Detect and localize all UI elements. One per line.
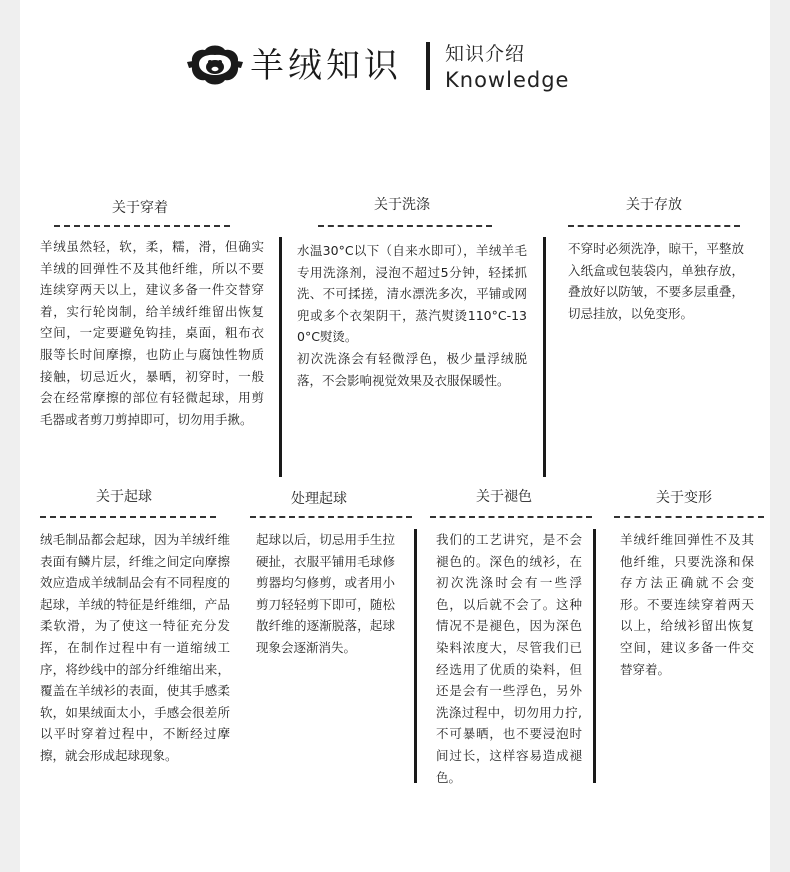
section-text-washing bbox=[297, 240, 527, 391]
column-bar bbox=[279, 237, 282, 477]
sheep-head-icon bbox=[185, 42, 245, 88]
header-divider bbox=[426, 42, 430, 90]
section-title-storage: 关于存放 bbox=[626, 197, 682, 213]
section-text-washing-p1: 水温30°C以下（自来水即可），羊绒羊毛专用洗涤剂，浸泡不超过5分钟，轻揉抓洗、不可揉搓，清水漂洗多次，平铺或网兜或多个衣架阴干，蒸汽熨烫110°C-130°C熨烫。 bbox=[297, 243, 527, 345]
section-text-washing-p2: 初次洗涤会有轻微浮色，极少量浮绒脱落，不会影响视觉效果及衣服保暖性。 bbox=[297, 350, 527, 388]
column-bar bbox=[543, 237, 546, 477]
header-subtitle-en: Knowledge bbox=[445, 68, 570, 92]
section-divider-fading bbox=[430, 516, 592, 518]
section-divider-storage bbox=[568, 225, 740, 227]
section-title-wearing: 关于穿着 bbox=[112, 200, 168, 216]
section-title-washing: 关于洗涤 bbox=[374, 197, 430, 213]
column-bar bbox=[593, 529, 596, 783]
page bbox=[20, 0, 770, 872]
section-title-fading: 关于褪色 bbox=[476, 489, 532, 505]
section-text-fading: 我们的工艺讲究，是不会褪色的。深色的绒衫，在初次洗涤时会有一些浮色，以后就不会了。这种情况不是褪色，因为深色染料浓度大，尽管我们已经选用了优质的染料，但还是会有一些浮色，另外洗涤过程中，切勿用力拧,不可暴晒，也不要浸泡时间过长，这样容易造成褪色。 bbox=[436, 532, 582, 785]
header-subtitle-cn: 知识介绍 bbox=[445, 43, 526, 65]
column-bar bbox=[414, 529, 417, 783]
section-divider-wearing bbox=[54, 225, 230, 227]
section-title-pilling: 关于起球 bbox=[96, 489, 152, 505]
section-divider-washing bbox=[318, 225, 492, 227]
section-divider-pilling bbox=[40, 516, 216, 518]
section-text-pilling-fix: 起球以后，切忌用手生拉硬扯，衣服平铺用毛球修剪器均匀修剪，或者用小剪刀轻轻剪下即可，随松散纤维的逐渐脱落，起球现象会逐渐消失。 bbox=[256, 532, 395, 655]
section-divider-pilling-fix bbox=[250, 516, 412, 518]
section-title-pilling-fix: 处理起球 bbox=[291, 491, 347, 507]
section-text-storage: 不穿时必须洗净，晾干，平整放入纸盒或包装袋内，单独存放，叠放好以防皱，不要多层重叠，切忌挂放，以免变形。 bbox=[568, 241, 744, 321]
section-text-pilling: 绒毛制品都会起球，因为羊绒纤维表面有鳞片层，纤维之间定向摩擦效应造成羊绒制品会有不同程度的起球，羊绒的特征是纤维细，产品柔软滑，为了使这一特征充分发挥，在制作过程中有一道缩绒工序，将纱线中的部分纤维缩出来，覆盖在羊绒衫的表面，使其手感柔软，如果绒面太小，手感会很差所以平时穿着过程中，不断经过摩擦，就会形成起球现象。 bbox=[40, 532, 230, 763]
section-text-wearing: 羊绒虽然轻，软，柔，糯，滑，但确实羊绒的回弹性不及其他纤维，所以不要连续穿两天以上，建议多备一件交替穿着，实行轮岗制，给羊绒纤维留出恢复空间，一定要避免钩挂，桌面，粗布衣服等长时间摩擦，也防止与腐蚀性物质接触，切忌近火，暴晒，初穿时，一般会在经常摩擦的部位有轻微起球，用剪毛器或者剪刀剪掉即可，切勿用手揪。 bbox=[40, 239, 264, 427]
section-title-deformation: 关于变形 bbox=[656, 490, 712, 506]
section-divider-deformation bbox=[614, 516, 764, 518]
page-title: 羊绒知识 bbox=[250, 46, 402, 86]
section-text-deformation: 羊绒纤维回弹性不及其他纤维，只要洗涤和保存方法正确就不会变形。不要连续穿着两天以上，给绒衫留出恢复空间，建议多备一件交替穿着。 bbox=[620, 532, 754, 677]
